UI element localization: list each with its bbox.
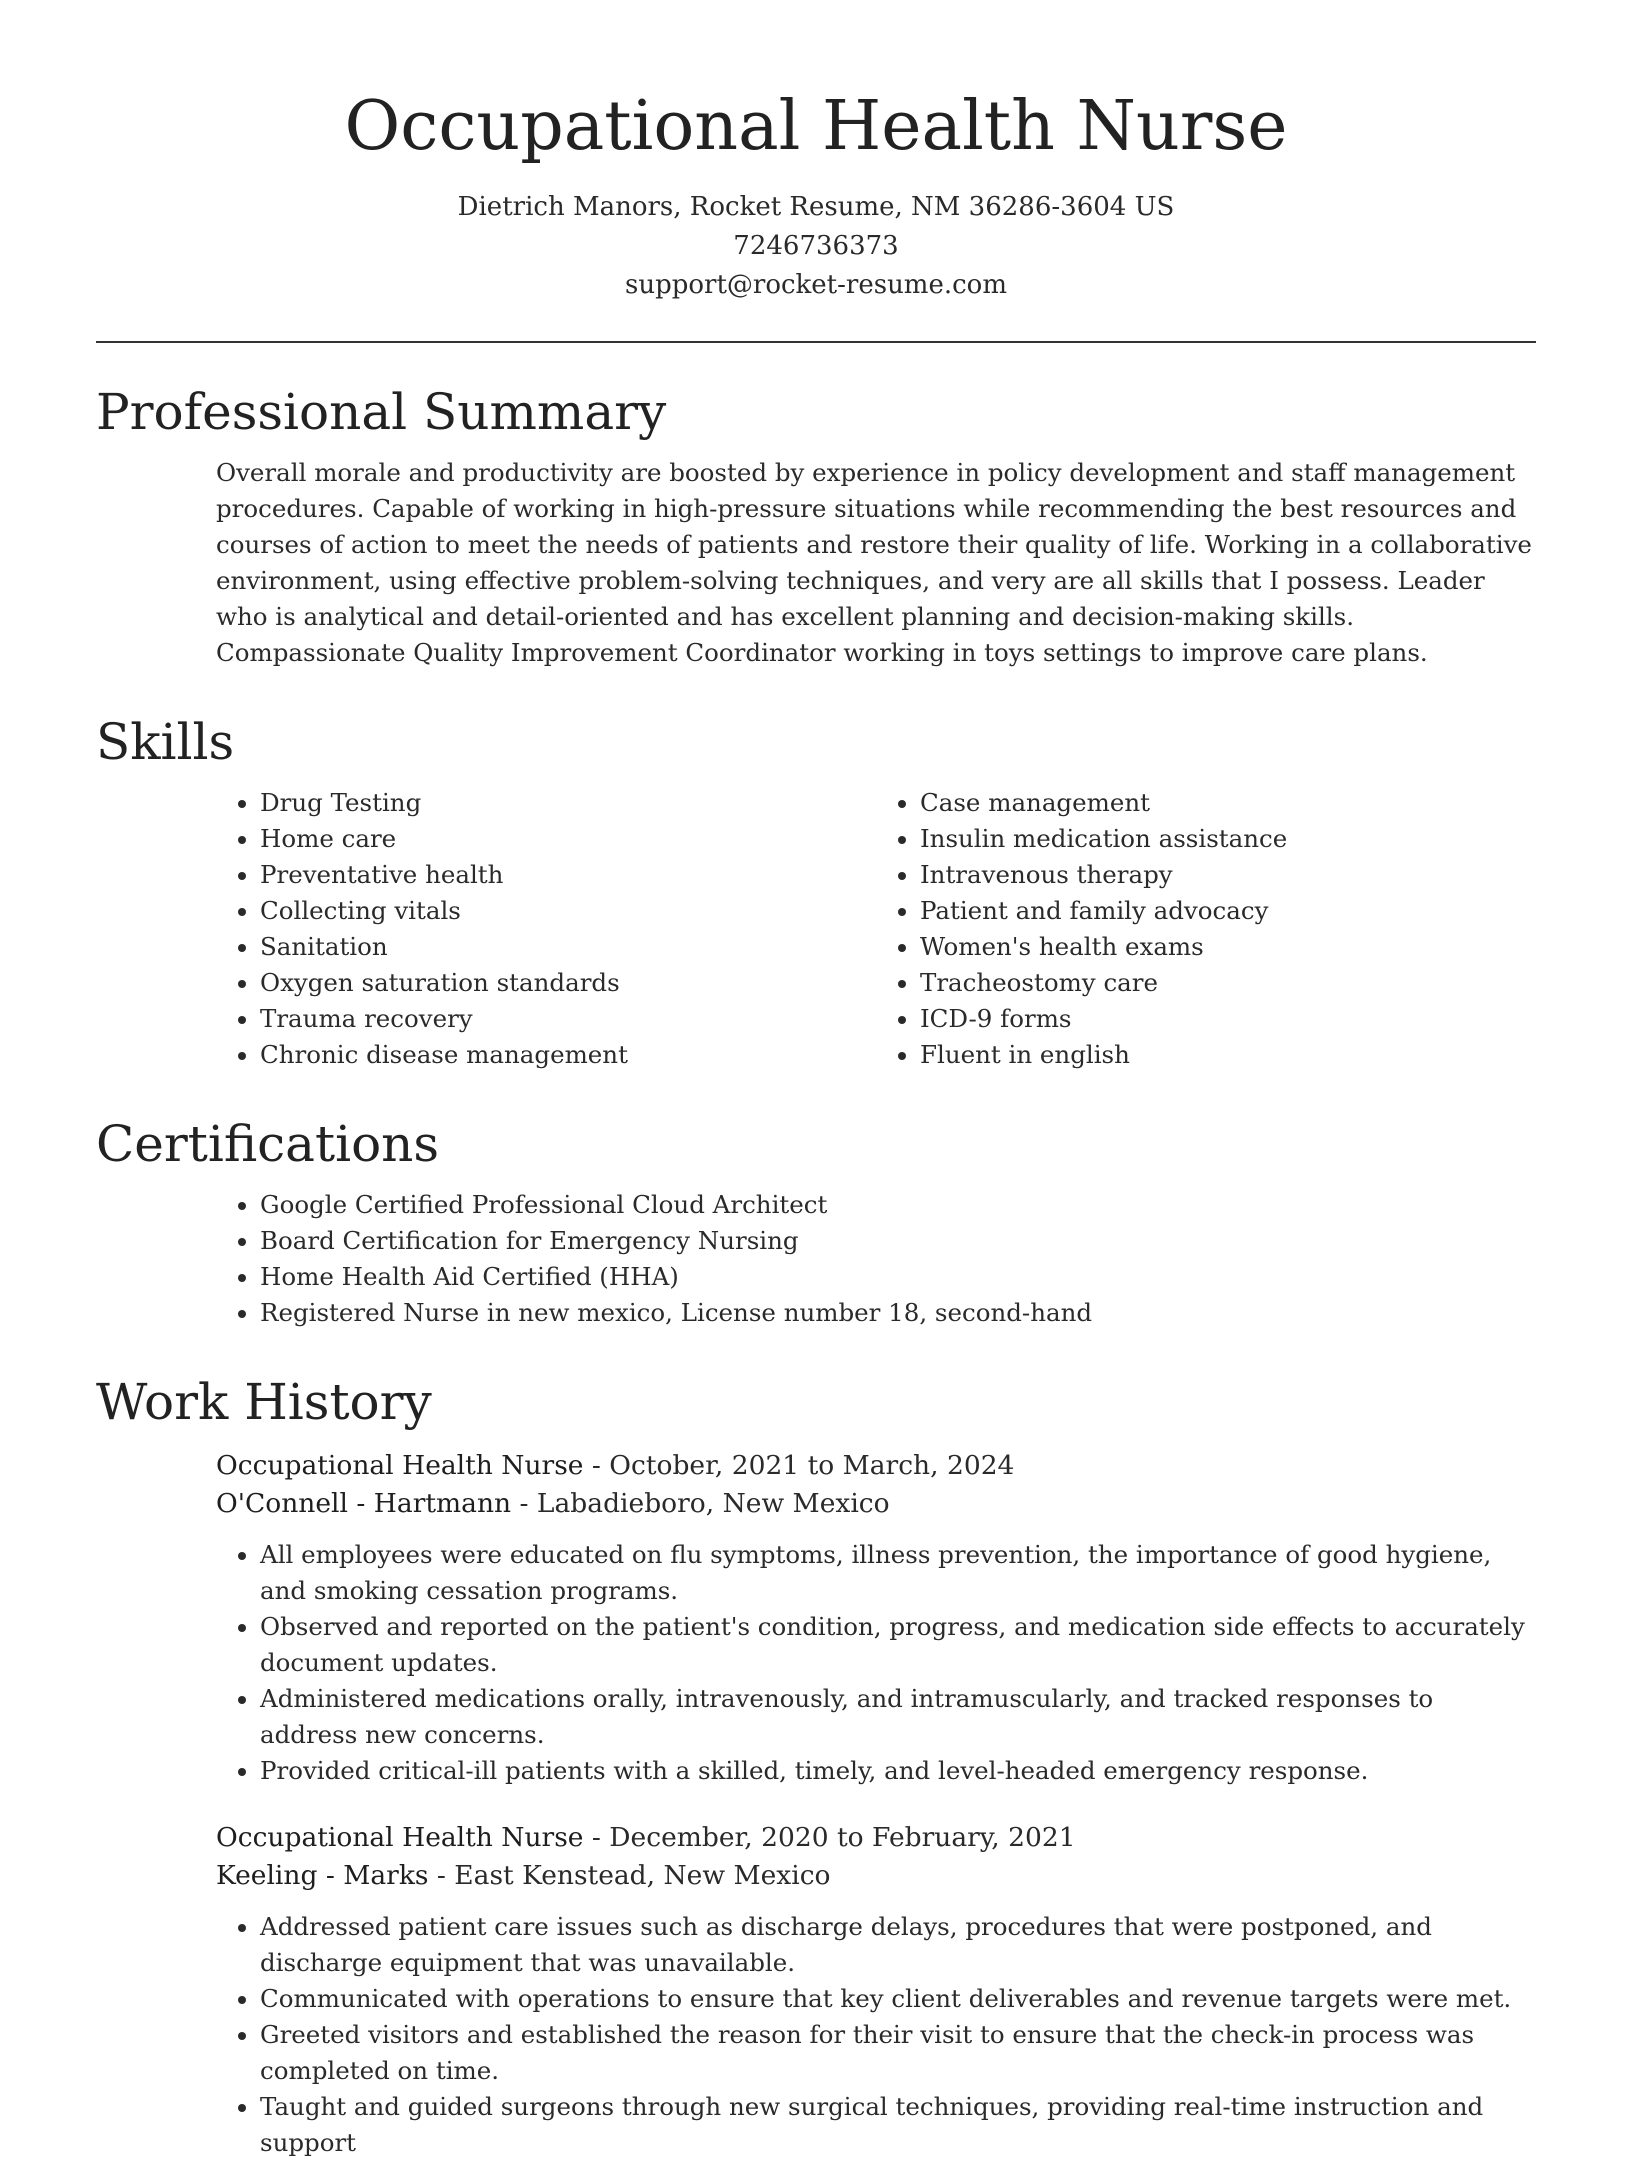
skills-grid bbox=[216, 785, 1536, 1073]
job-bullet: • All employees were educated on flu symptoms, illness prevention, the importance of good hygiene, and smoking cessation programs. bbox=[260, 1537, 1536, 1609]
job-dates: - October, 2021 to March, 2024 bbox=[583, 1450, 1015, 1481]
skill-item: • Oxygen saturation standards bbox=[260, 965, 876, 1001]
employer-name: Keeling - Marks bbox=[216, 1860, 429, 1891]
resume-header bbox=[96, 0, 1536, 305]
job-bullet: • Communicated with operations to ensure that key client deliverables and revenue targets were met. bbox=[260, 1981, 1536, 2017]
skill-item: • Case management bbox=[920, 785, 1536, 821]
skill-item: • Chronic disease management bbox=[260, 1037, 876, 1073]
certification-item: • Google Certified Professional Cloud Architect bbox=[260, 1187, 1536, 1223]
skills-heading: Skills bbox=[96, 713, 235, 771]
work-history-section bbox=[96, 1371, 1536, 2161]
skills-list-left bbox=[216, 785, 876, 1073]
skill-item: • Trauma recovery bbox=[260, 1001, 876, 1037]
skill-item: • Insulin medication assistance bbox=[920, 821, 1536, 857]
skill-item: • Preventative health bbox=[260, 857, 876, 893]
job-bullet: • Taught and guided surgeons through new surgical techniques, providing real-time instruction and support bbox=[260, 2089, 1536, 2161]
job-employer-line bbox=[216, 1857, 1536, 1895]
summary-section bbox=[96, 381, 1536, 671]
job-title-line bbox=[216, 1447, 1536, 1485]
job-location: - East Kenstead, New Mexico bbox=[428, 1860, 831, 1891]
certification-item: • Home Health Aid Certified (HHA) bbox=[260, 1259, 1536, 1295]
certification-item: • Registered Nurse in new mexico, License number 18, second-hand bbox=[260, 1295, 1536, 1331]
job-title: Occupational Health Nurse bbox=[216, 1450, 584, 1481]
certifications-section bbox=[96, 1113, 1536, 1331]
skills-list-right bbox=[876, 785, 1536, 1073]
certifications-list bbox=[216, 1187, 1536, 1331]
job-title-line bbox=[216, 1819, 1536, 1857]
header-divider bbox=[96, 341, 1536, 343]
job-employer-line bbox=[216, 1485, 1536, 1523]
employer-name: O'Connell - Hartmann bbox=[216, 1488, 512, 1519]
job-bullet: • Greeted visitors and established the reason for their visit to ensure that the check-in process was completed on time. bbox=[260, 2017, 1536, 2089]
skill-item: • Intravenous therapy bbox=[920, 857, 1536, 893]
job-location: - Labadieboro, New Mexico bbox=[511, 1488, 890, 1519]
skill-item: • Home care bbox=[260, 821, 876, 857]
job-bullets bbox=[216, 1537, 1536, 1789]
certification-item: • Board Certification for Emergency Nursing bbox=[260, 1223, 1536, 1259]
job-bullets bbox=[216, 1909, 1536, 2161]
job-title: Occupational Health Nurse bbox=[216, 1822, 584, 1853]
job-bullet: • Addressed patient care issues such as discharge delays, procedures that were postponed, and discharge equipment that was unavailable. bbox=[260, 1909, 1536, 1981]
phone: 7246736373 bbox=[733, 231, 899, 261]
skill-item: • Fluent in english bbox=[920, 1037, 1536, 1073]
job-bullet: • Provided critical-ill patients with a skilled, timely, and level-headed emergency response. bbox=[260, 1753, 1536, 1789]
email: support@rocket-resume.com bbox=[624, 270, 1007, 300]
address: Dietrich Manors, Rocket Resume, NM 36286-3604 US bbox=[457, 192, 1175, 222]
certifications-heading: Certifications bbox=[96, 1115, 440, 1173]
skill-item: • Collecting vitals bbox=[260, 893, 876, 929]
job-bullet: • Administered medications orally, intravenously, and intramuscularly, and tracked responses to address new concerns. bbox=[260, 1681, 1536, 1753]
work-history-heading: Work History bbox=[96, 1373, 432, 1431]
summary-text: Overall morale and productivity are boosted by experience in policy development and staff management procedures. Capable of working in high-pressure situations while recommending the best resources and courses of action to meet the needs of patients and restore their quality of life. Working in a collaborative environment, using effective problem-solving techniques, and very are all skills that I possess. Leader who is analytical and detail-oriented and has excellent planning and decision-making skills. Compassionate Quality Improvement Coordinator working in toys settings to improve care plans. bbox=[216, 458, 1532, 667]
skill-item: • Sanitation bbox=[260, 929, 876, 965]
job-bullet: • Observed and reported on the patient's condition, progress, and medication side effects to accurately document updates. bbox=[260, 1609, 1536, 1681]
candidate-title: Occupational Health Nurse bbox=[344, 87, 1288, 166]
skill-item: • Tracheostomy care bbox=[920, 965, 1536, 1001]
job-entry bbox=[216, 1447, 1536, 1789]
skill-item: • Drug Testing bbox=[260, 785, 876, 821]
skill-item: • ICD-9 forms bbox=[920, 1001, 1536, 1037]
skill-item: • Patient and family advocacy bbox=[920, 893, 1536, 929]
summary-heading: Professional Summary bbox=[96, 383, 667, 441]
job-entry bbox=[216, 1819, 1536, 2161]
job-dates: - December, 2020 to February, 2021 bbox=[583, 1822, 1076, 1853]
skills-section bbox=[96, 711, 1536, 1073]
contact-info bbox=[96, 188, 1536, 305]
skill-item: • Women's health exams bbox=[920, 929, 1536, 965]
